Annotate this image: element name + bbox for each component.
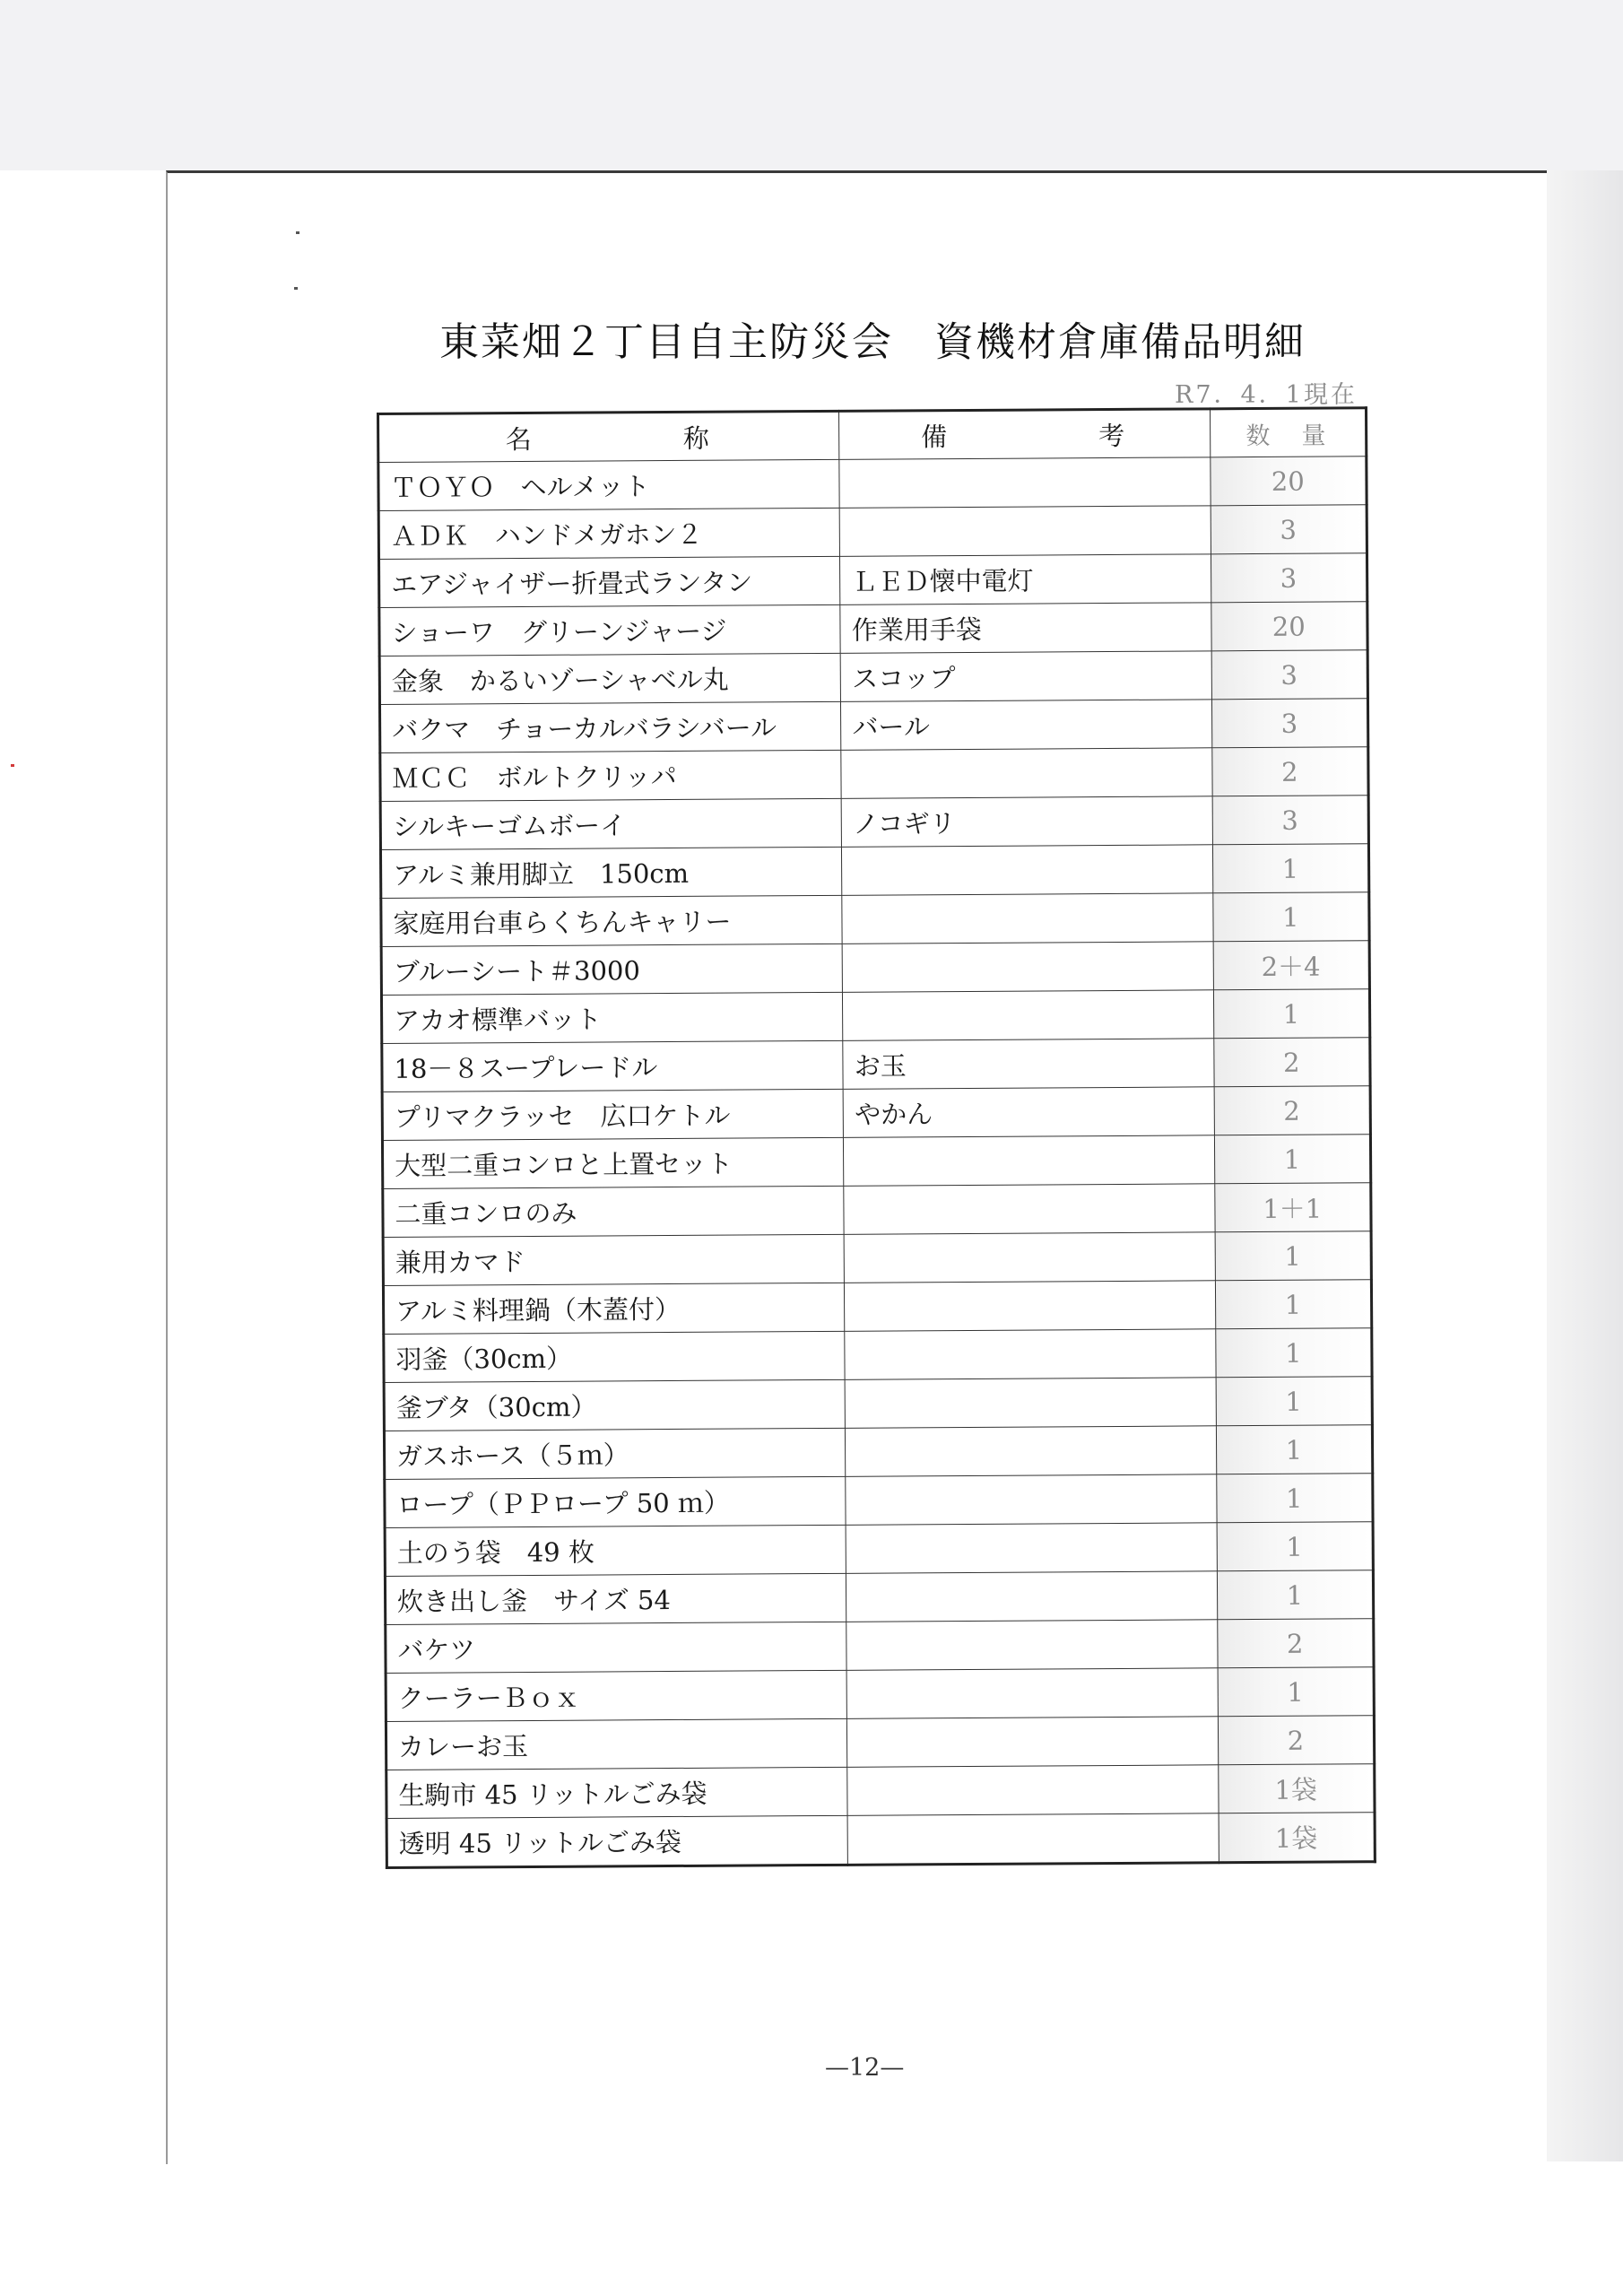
- table-row: [386, 1813, 1375, 1868]
- table-row: [382, 1135, 1370, 1189]
- item-name-cell: ブルーシート＃3000: [381, 944, 843, 995]
- scan-speck: [296, 231, 299, 234]
- item-quantity-cell: 1: [1212, 844, 1369, 893]
- item-name-cell: プリマクラッセ 広口ケトル: [382, 1089, 844, 1140]
- table-row: [385, 1570, 1373, 1625]
- table-row: [380, 747, 1368, 802]
- table-row: [378, 553, 1367, 608]
- item-note-cell: [842, 893, 1213, 944]
- item-name-cell: バクマ チョーカルバラシバール: [379, 701, 841, 752]
- header-quantity: 数 量: [1210, 408, 1367, 457]
- table-row: [384, 1328, 1372, 1383]
- item-name-cell: 金象 かるいゾーシャベル丸: [379, 653, 841, 704]
- item-note-cell: [846, 1571, 1218, 1622]
- item-quantity-cell: 3: [1212, 796, 1369, 845]
- item-name-cell: 家庭用台車らくちんキャリー: [381, 895, 843, 946]
- table-header-row: [378, 408, 1367, 463]
- item-note-cell: [844, 1232, 1215, 1283]
- item-name-cell: アルミ料理鍋（木蓋付）: [383, 1283, 845, 1334]
- item-name-cell: 大型二重コンロと上置セット: [382, 1137, 844, 1188]
- page-edge-shadow: [1547, 170, 1623, 2161]
- item-name-cell: クーラーＢｏｘ: [386, 1670, 847, 1721]
- table-row: [383, 1231, 1371, 1286]
- table-row: [382, 1038, 1370, 1092]
- document-title: 東菜畑２丁目自主防災会 資機材倉庫備品明細: [439, 319, 1306, 365]
- item-quantity-cell: 2: [1214, 1086, 1371, 1135]
- table-row: [381, 989, 1369, 1044]
- item-quantity-cell: 1: [1214, 1135, 1371, 1184]
- table-row: [378, 505, 1367, 560]
- item-name-cell: ＭＣＣ ボルトクリッパ: [380, 750, 842, 801]
- item-name-cell: 生駒市 45 リットルごみ袋: [386, 1767, 848, 1818]
- table-row: [383, 1280, 1371, 1335]
- item-name-cell: 炊き出し釜 サイズ 54: [385, 1573, 846, 1624]
- item-note-cell: ＬＥＤ懐中電灯: [840, 554, 1211, 605]
- table-row: [381, 892, 1369, 947]
- item-name-cell: 18－８スープレードル: [382, 1040, 844, 1091]
- item-note-cell: スコップ: [840, 651, 1211, 702]
- item-quantity-cell: 1: [1215, 1328, 1372, 1378]
- table-row: [378, 457, 1367, 511]
- item-quantity-cell: 1: [1215, 1231, 1372, 1281]
- item-note-cell: 作業用手袋: [840, 603, 1211, 654]
- item-quantity-cell: 2: [1213, 1038, 1370, 1087]
- item-name-cell: ＡＤＫ ハンドメガホン２: [378, 508, 840, 559]
- item-quantity-cell: 3: [1211, 505, 1367, 554]
- item-note-cell: バール: [841, 700, 1212, 751]
- table-row: [386, 1764, 1375, 1819]
- scanner-background: [0, 0, 1623, 170]
- scan-speck: [294, 287, 298, 290]
- item-note-cell: [845, 1378, 1216, 1429]
- item-name-cell: 二重コンロのみ: [383, 1186, 845, 1237]
- header-note: 備 考: [839, 409, 1211, 460]
- item-quantity-cell: 3: [1211, 699, 1368, 748]
- scan-speck: [11, 764, 14, 767]
- item-note-cell: [845, 1329, 1216, 1380]
- table-row: [379, 602, 1367, 657]
- table-row: [386, 1667, 1374, 1722]
- item-quantity-cell: 1袋: [1218, 1764, 1375, 1813]
- item-name-cell: 羽釜（30cm）: [384, 1331, 846, 1382]
- item-note-cell: [847, 1717, 1219, 1768]
- item-note-cell: お玉: [843, 1039, 1214, 1090]
- item-note-cell: [841, 748, 1212, 799]
- table-row: [381, 941, 1369, 996]
- item-quantity-cell: 1: [1216, 1425, 1373, 1474]
- table-row: [384, 1377, 1372, 1431]
- as-of-date: R7．4．1現在: [1175, 381, 1358, 409]
- item-name-cell: アカオ標準バット: [381, 992, 843, 1043]
- table-row: [380, 796, 1368, 850]
- item-name-cell: ショーワ グリーンジャージ: [379, 604, 841, 656]
- item-quantity-cell: 1: [1212, 892, 1369, 942]
- table-row: [386, 1619, 1374, 1674]
- item-quantity-cell: 1袋: [1219, 1813, 1376, 1863]
- item-note-cell: [846, 1426, 1217, 1477]
- item-quantity-cell: 1: [1217, 1522, 1374, 1571]
- item-note-cell: [845, 1281, 1216, 1332]
- item-note-cell: [846, 1474, 1217, 1526]
- item-name-cell: シルキーゴムボーイ: [380, 798, 842, 849]
- item-quantity-cell: 20: [1210, 457, 1367, 506]
- item-quantity-cell: 1: [1216, 1377, 1373, 1426]
- item-note-cell: やかん: [843, 1087, 1214, 1138]
- table-row: [379, 650, 1367, 705]
- item-quantity-cell: 2: [1218, 1716, 1375, 1765]
- item-quantity-cell: 1: [1215, 1280, 1372, 1329]
- item-quantity-cell: 1: [1216, 1474, 1373, 1523]
- item-name-cell: ＴＯＹＯ ヘルメット: [378, 459, 840, 510]
- table-row: [384, 1425, 1372, 1480]
- table-row: [382, 1086, 1370, 1141]
- item-note-cell: [839, 457, 1211, 509]
- item-name-cell: アルミ兼用脚立 150cm: [380, 847, 842, 898]
- item-note-cell: ノコギリ: [841, 796, 1212, 848]
- item-name-cell: 土のう袋 49 枚: [385, 1525, 846, 1576]
- inventory-table: [377, 406, 1376, 1869]
- item-quantity-cell: 3: [1211, 553, 1367, 603]
- item-name-cell: ロープ（ＰＰロープ 50 ｍ）: [385, 1476, 846, 1527]
- header-name: 名 称: [378, 411, 840, 462]
- table-row: [379, 699, 1367, 753]
- item-quantity-cell: 1: [1217, 1570, 1374, 1620]
- item-note-cell: [846, 1668, 1218, 1719]
- item-name-cell: 透明 45 リットルごみ袋: [386, 1815, 848, 1867]
- item-quantity-cell: 1: [1213, 989, 1370, 1039]
- item-quantity-cell: 3: [1211, 650, 1368, 700]
- item-note-cell: [842, 942, 1213, 993]
- item-name-cell: 釜ブタ（30cm）: [384, 1379, 846, 1431]
- table-row: [380, 844, 1368, 899]
- item-name-cell: バケツ: [386, 1622, 847, 1673]
- item-quantity-cell: 20: [1211, 602, 1367, 651]
- table-row: [385, 1522, 1373, 1577]
- table-row: [383, 1183, 1371, 1238]
- table-row: [386, 1716, 1374, 1770]
- item-note-cell: [840, 506, 1211, 557]
- item-note-cell: [843, 990, 1214, 1041]
- table-body: [378, 457, 1376, 1868]
- item-quantity-cell: 2: [1217, 1619, 1374, 1668]
- item-note-cell: [842, 845, 1213, 896]
- item-quantity-cell: 2＋4: [1213, 941, 1370, 990]
- item-name-cell: ガスホース（５ｍ）: [384, 1428, 846, 1479]
- item-name-cell: エアジャイザー折畳式ランタン: [378, 556, 840, 607]
- item-note-cell: [847, 1765, 1219, 1816]
- item-note-cell: [846, 1523, 1217, 1574]
- page-number: —12—: [825, 2054, 905, 2082]
- table-row: [385, 1474, 1373, 1528]
- item-quantity-cell: 1＋1: [1214, 1183, 1371, 1232]
- item-name-cell: 兼用カマド: [383, 1234, 845, 1285]
- item-note-cell: [844, 1135, 1215, 1187]
- item-note-cell: [844, 1184, 1215, 1235]
- item-note-cell: [846, 1620, 1218, 1671]
- item-quantity-cell: 1: [1218, 1667, 1375, 1717]
- item-quantity-cell: 2: [1211, 747, 1368, 796]
- item-name-cell: カレーお玉: [386, 1718, 847, 1770]
- item-note-cell: [847, 1813, 1219, 1866]
